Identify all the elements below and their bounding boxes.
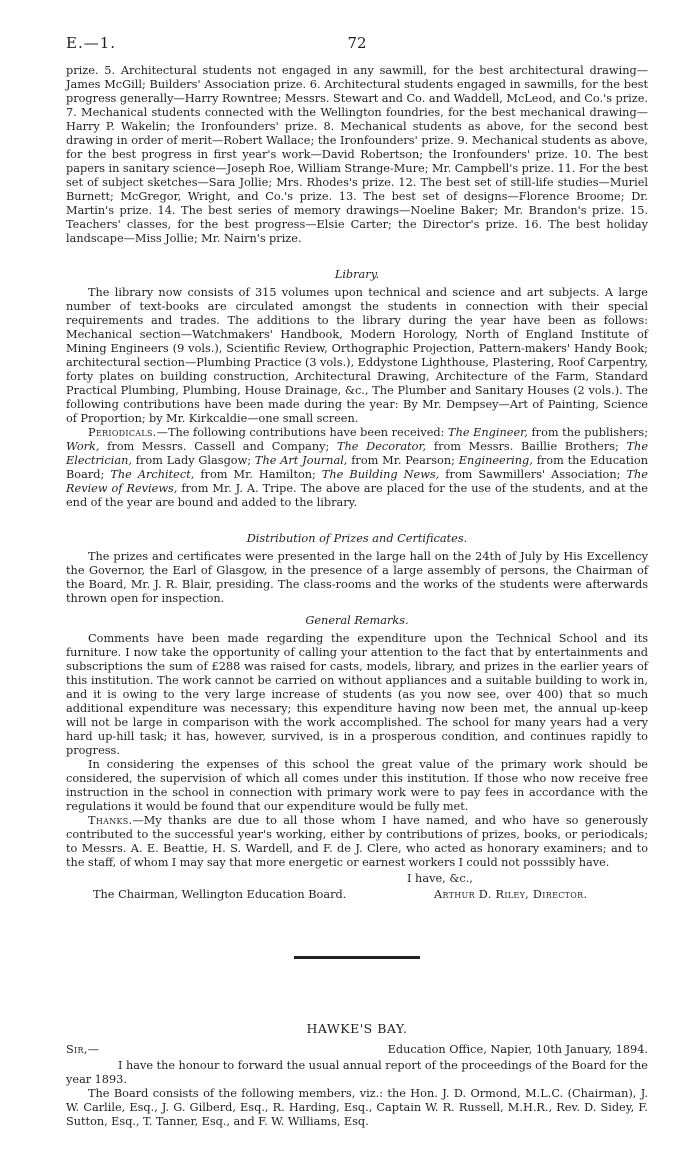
page-header	[66, 34, 648, 64]
primary-work-paragraph: In considering the expenses of this school the great value of the primary work should be considered, the supervision of which all comes under this institution. If those who now receive free instruction in the school in connection with primary work were to pay fees in accordance with the regulations it would be found that our expenditure would be fully met.	[66, 758, 648, 813]
journal-title: The Building News,	[321, 468, 440, 481]
letter-closing	[66, 872, 648, 918]
section-divider	[294, 956, 420, 959]
signature: Arthur D. Riley, Director.	[434, 888, 588, 901]
report-code: E.—1.	[66, 34, 117, 52]
periodicals-label: Periodicals.	[88, 426, 157, 439]
general-remarks-paragraph: Comments have been made regarding the expenditure upon the Technical School and its furniture. I now take the opportunity of calling your attention to the fact that by entertainments and subscriptions the sum of £288 was raised for casts, models, library, and prizes in the earlier years of this institution. The work cannot be carried on without appliances and a suitable building to work in, and it is owing to the very large increase of students (as you now see, over 400) that so much additional expenditure was necessary; this expenditure having now been met, the annual up-keep will not be large in comparison with the work accomplished. The school for many years had a very hard up-hill task; it has, however, survived, is in a prosperous condition, and continues rapidly to progress.	[66, 632, 648, 757]
board-members-paragraph: The Board consists of the following members, viz.: the Hon. J. D. Ormond, M.L.C. (Chairman), J. W. Carlile, Esq., J. G. Gilberd, Esq., R. Harding, Esq., Captain W. R. Russell, M.H.R., Rev. D. Sidey, F. Sutton, Esq., T. Tanner, Esq., and F. W. Williams, Esq.	[66, 1087, 648, 1128]
addressee: The Chairman, Wellington Education Board.	[93, 888, 347, 901]
library-paragraph: The library now consists of 315 volumes upon technical and science and art subjects. A large number of text-books are circulated amongst the students in connection with their special requirements and trades. The additions to the library during the year have been as follows: Mechanical section—Watchmakers' Handbook, Modern Horology, North of England Institute of Mining Engineers (9 vols.), Scientific Review, Orthographic Projection, Pattern-makers' Handy Book; architectural section—Plumbing Practice (3 vols.), Eddystone Lighthouse, Plastering, Roof Carpentry, forty plates on building construction, Architectural Drawing, Architecture of the Farm, Standard Practical Plumbing, Plumbing, House Drainage, &c., The Plumber and Sanitary Houses (2 vols.). The following contributions have been made during the year: By Mr. Dempsey—Art of Painting, Science of Proportion; by Mr. Kirkcaldie—one small screen.	[66, 286, 648, 425]
salutation: Sir,—	[66, 1043, 100, 1056]
periodicals-paragraph: Periodicals.—The following contributions have been received: The Engineer, from the publishers; Work, from Messrs. Cassell and Company; The Decorator, from Messrs. Baillie Brothers; The Electrician, from Lady Glasgow; The Art Journal, from Mr. Pearson; Engineering, from the Education Board; The Architect, from Mr. Hamilton; The Building News, from Sawmillers' Association; The Review of Reviews, from Mr. J. A. Tripe. The above are placed for the use of the students, and at the end of the year are bound and added to the library.	[66, 426, 649, 509]
journal-title: The Decorator,	[336, 440, 427, 453]
journal-title: The Architect,	[110, 468, 195, 481]
thanks-label: Thanks.	[88, 814, 133, 827]
journal-title: The Review of Reviews,	[66, 468, 648, 495]
journal-title: Engineering,	[458, 454, 533, 467]
library-heading: Library.	[334, 268, 380, 281]
distribution-heading: Distribution of Prizes and Certificates.	[246, 532, 468, 545]
prize-list-paragraph: prize. 5. Architectural students not engaged in any sawmill, for the best architectural drawing—James McGill; Builders' Association prize. 6. Architectural students engaged in sawmills, for the best progress generally—Harry Rowntree; Messrs. Stewart and Co. and Waddell, McLeod, and Co.'s prize. 7. Mechanical students connected with the Wellington foundries, for the best mechanical drawing—Harry P. Wakelin; the Ironfounders' prize. 8. Mechanical students as above, for the second best drawing in order of merit—Robert Wallace; the Ironfounders' prize. 9. Mechanical students as above, for the best progress in first year's work—David Robertson; the Ironfounders' prize. 10. The best papers in sanitary science—Joseph Roe, William Strange-Mure; Mr. Campbell's prize. 11. For the best set of subject sketches—Sara Jollie; Mrs. Rhodes's prize. 12. The best set of still-life studies—Muriel Burnett; McGregor, Wright, and Co.'s prize. 13. The best set of designs—Florence Broome; Dr. Martin's prize. 14. The best series of memory drawings—Noeline Baker; Mr. Brandon's prize. 15. Teachers' classes, for the best progress—Elsie Carter; the Director's prize. 16. The best holiday landscape—Miss Jollie; Mr. Nairn's prize.	[66, 64, 648, 245]
page-number: 72	[347, 34, 367, 52]
salutation-line	[66, 1043, 648, 1059]
journal-title: Work,	[66, 440, 100, 453]
journal-title: The Engineer,	[448, 426, 528, 439]
section-title: HAWKE'S BAY.	[306, 1021, 408, 1036]
thanks-paragraph: Thanks.—My thanks are due to all those whom I have named, and who have so generously contributed to the successful year's working, either by contributions of prizes, books, or periodicals; to Messrs. A. E. Beattie, H. S. Wardell, and F. de J. Clere, who acted as honorary examiners; and to the staff, of whom I may say that more energetic or earnest workers I could not posssibly have.	[66, 814, 648, 869]
dateline: Education Office, Napier, 10th January, 1894.	[387, 1043, 648, 1056]
closing-formula: I have, &c.,	[407, 872, 473, 885]
general-remarks-heading: General Remarks.	[305, 614, 409, 627]
journal-title: The Art Journal,	[254, 454, 348, 467]
report-intro-paragraph: I have the honour to forward the usual annual report of the proceedings of the Board for the year 1893.	[66, 1059, 648, 1086]
journal-title: The Electrician,	[66, 440, 649, 467]
distribution-paragraph: The prizes and certificates were presented in the large hall on the 24th of July by His Excellency the Governor, the Earl of Glasgow, in the presence of a large assembly of persons, the Chairman of the Board, Mr. J. R. Blair, presiding. The class-rooms and the works of the students were afterwards thrown open for inspection.	[66, 550, 648, 605]
